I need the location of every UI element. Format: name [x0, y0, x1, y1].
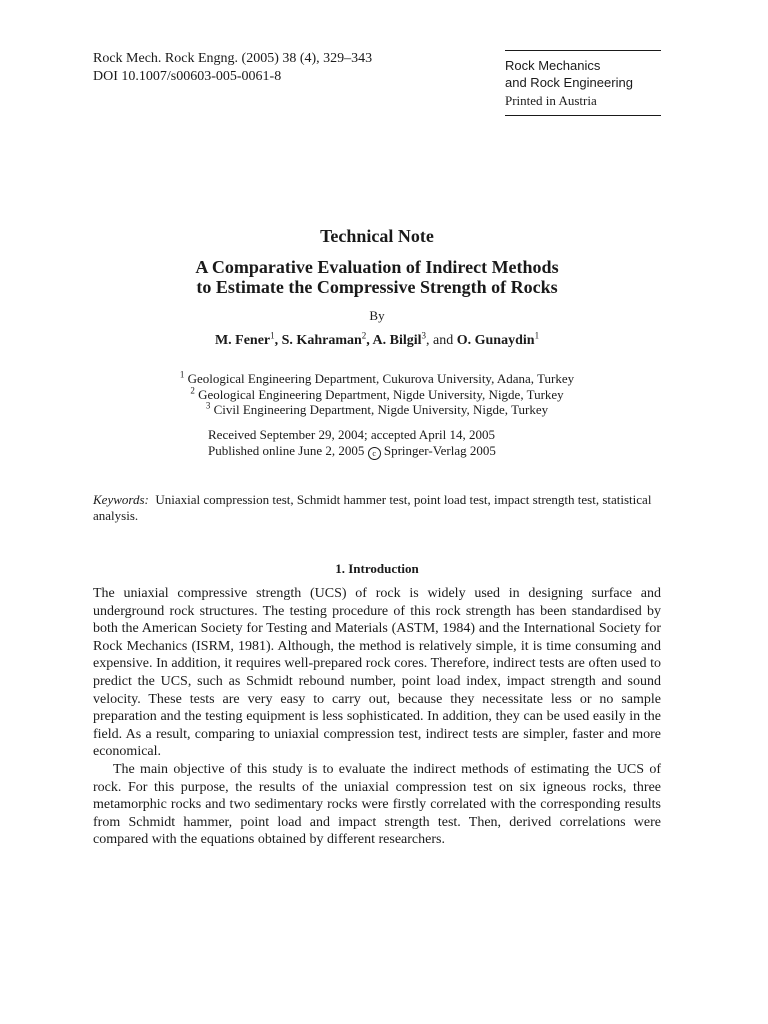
author-sup: 2: [361, 330, 367, 341]
author-name: S. Kahraman: [281, 333, 362, 348]
section-heading: 1. Introduction: [335, 561, 419, 576]
author-list: [93, 330, 661, 349]
published-date: [208, 443, 496, 460]
affiliation-text: Civil Engineering Department, Nigde University, Nigde, Turkey: [213, 402, 549, 417]
affiliation-text: Geological Engineering Department, Nigde University, Nigde, Turkey: [198, 386, 564, 402]
paper-title: [93, 257, 661, 297]
author-sup: 1: [270, 330, 275, 341]
received-date: Received September 29, 2004; accepted April 14, 2005: [208, 427, 496, 442]
keywords-text: Uniaxial compression test, Schmidt hammer test, point load test, impact strength test, statistical analysis.: [93, 492, 652, 523]
author-sep: , and: [426, 333, 457, 348]
affiliation-number: 2: [190, 385, 195, 396]
copyright-icon: c: [368, 447, 381, 460]
affiliation: [93, 371, 661, 387]
publisher-text: Springer-Verlag 2005: [383, 442, 496, 458]
journal-box: [505, 50, 661, 116]
author-sep: ,: [366, 333, 373, 348]
author-name: M. Fener: [214, 333, 271, 348]
affiliation-number: 3: [205, 400, 211, 411]
by-label: By: [369, 308, 385, 323]
section-type: Technical Note: [320, 226, 434, 246]
keywords-label: Keywords:: [93, 492, 149, 507]
published-text: Published online June 2, 2005: [208, 442, 365, 458]
author-name: O. Gunaydin: [456, 333, 535, 348]
affiliation-text: Geological Engineering Department, Cukurova University, Adana, Turkey: [187, 371, 575, 386]
printed-location: Printed in Austria: [505, 93, 597, 108]
author-sup: 1: [534, 330, 540, 341]
author-name: A. Bilgil: [372, 333, 422, 348]
author-sup: 3: [421, 330, 427, 341]
title-line: to Estimate the Compressive Strength of Rocks: [196, 277, 558, 297]
keywords-block: [93, 492, 663, 524]
affiliation: [93, 387, 661, 403]
paragraph: The main objective of this study is to evaluate the indirect methods of estimating the UCS of rock. For this purpose, the results of the uniaxial compression test on six igneous rocks, three metamorphic rocks and two sedimentary rocks were firstly correlated with the corresponding results from Schmidt hammer, point load and impact strength test. Then, derived correlations were compared with the equations obtained by different researchers.: [93, 761, 661, 848]
journal-name-line2: and Rock Engineering: [505, 75, 633, 90]
introduction-body: [93, 585, 661, 849]
affiliation-list: [93, 371, 661, 418]
author-sep: ,: [274, 333, 282, 348]
citation-block: [93, 50, 372, 86]
paragraph: The uniaxial compressive strength (UCS) of rock is widely used in designing surface and underground rock structures. The testing procedure of this rock strength has been standardised by both the American Society for Testing and Materials (ASTM, 1984) and the International Society for Rock Mechanics (ISRM, 1981). Although, the method is relatively simple, it is time consuming and expensive. In addition, it requires well-prepared rock cores. Therefore, indirect tests are often used to predict the UCS, such as Schmidt rebound number, point load index, impact strength and sound velocity. These tests are very easy to carry out, because they necessitate less or no sample preparation and the testing equipment is less sophisticated. In addition, they can be used easily in the field. As a result, comparing to uniaxial compression test, indirect tests are simpler, faster and more economical.: [93, 586, 661, 760]
doi-line: DOI 10.1007/s00603-005-0061-8: [93, 69, 282, 84]
affiliation-number: 1: [179, 369, 185, 380]
dates-block: [208, 427, 496, 460]
title-line: A Comparative Evaluation of Indirect Methods: [195, 257, 559, 277]
affiliation: [93, 402, 661, 418]
journal-name-line1: Rock Mechanics: [505, 58, 601, 73]
citation-line: Rock Mech. Rock Engng. (2005) 38 (4), 329–343: [93, 51, 373, 66]
